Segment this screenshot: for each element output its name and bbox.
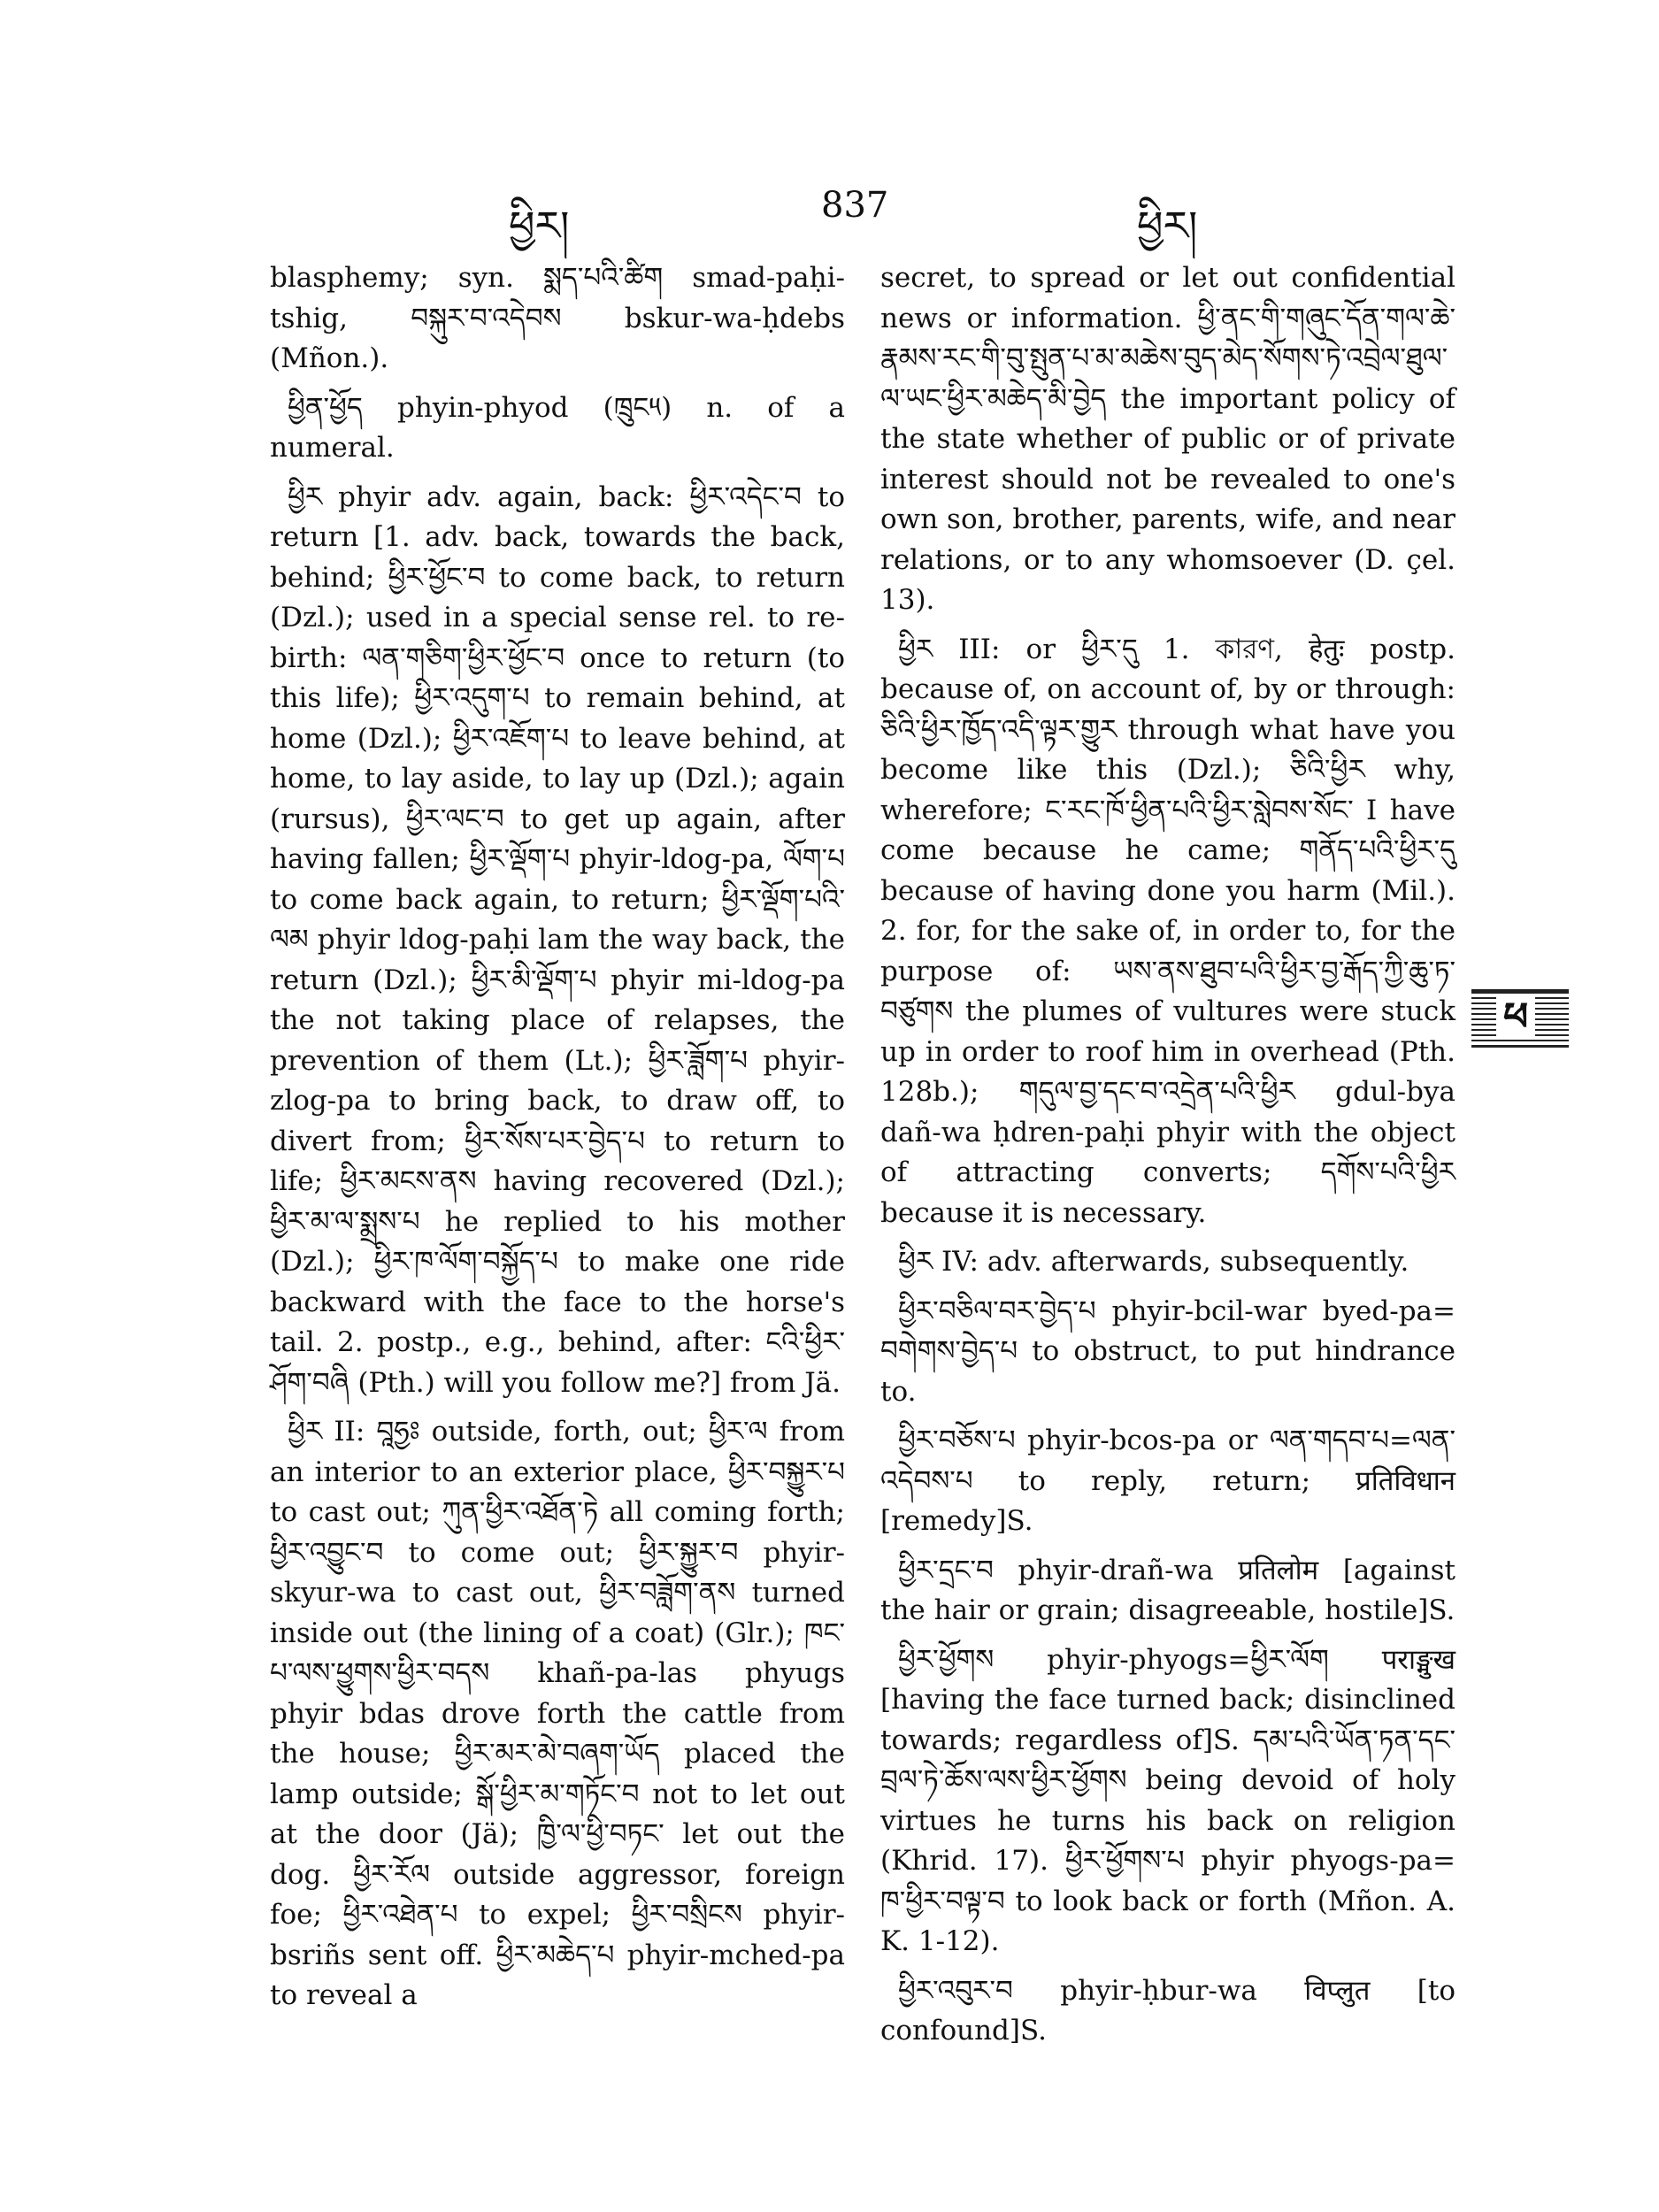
thumb-index-tab [1471,989,1569,1048]
right-running-headword: ཕྱིར། [1137,202,1198,250]
right-entry-7: ཕྱིར་ཕྱོགས phyir-phyogs=ཕྱིར་ལོག पराङ्मुख [having the face turned back; disinclined towards; regardless of]S. དམ་པའི་ཡོན་ཏན་དང་བྲལ་ཏེ་ཆོས་ལས་ཕྱིར་ཕྱོགས being devoid of holy virtues he turns his back on religion (Khrid. 17). ཕྱིར་ཕྱོགས་པ phyir phyogs-pa= ཁ་ཕྱིར་བལྟ་བ to look back or forth (Mñon. A. K. 1-12). [880,1643,1455,1957]
right-entry-5: ཕྱིར་བཅོས་པ phyir-bcos-pa or ལན་གདབ་པ=ལན་འདེབས་པ to reply, return; प्रतिविधान [remedy]S. [880,1425,1455,1537]
left-column [270,258,845,2025]
left-entry-1: blasphemy; syn. སྨད་པའི་ཚིག smad-paḥi-tshig, བསྐུར་བ་འདེབས bskur-wa-ḥdebs (Mñon.). [270,262,845,374]
page-number: 837 [821,185,889,226]
left-entry-2: ཕྱིན་ཕྱོད phyin-phyod (ཁྲུང༥) n. of a numeral. [270,391,845,464]
right-entry-1: secret, to spread or let out confidential news or information. ཕྱི་ནང་གི་གཞུང་དོན་གལ་ཆེ་རྣམས་རང་གི་བུ་སྤུན་པ་མ་མཆེས་བུད་མེད་སོགས་ཏེ་འབྲེལ་ཐུལ་ལ་ཡང་ཕྱིར་མཆེད་མི་བྱེད the important policy of the state whether of public or of private interest should not be revealed to one's own son, brother, parents, wife, and near relations, or to any whomsoever (D. çel. 13). [880,262,1455,616]
right-entry-6: ཕྱིར་དྲང་བ phyir-drañ-wa प्रतिलोम [against the hair or grain; disagreeable, hostile]S. [880,1554,1455,1626]
right-entry-3: ཕྱིར IV: adv. afterwards, subsequently. [898,1246,1409,1278]
right-column [880,258,1455,2061]
thumb-index-letter: ཕ [1496,995,1535,1040]
right-entry-4: ཕྱིར་བཅིལ་བར་བྱེད་པ phyir-bcil-war byed-pa= བགེགས་བྱེད་པ to obstruct, to put hindrance to. [880,1294,1455,1408]
left-entry-4: ཕྱིར II: བཱཧྱཿ outside, forth, out; ཕྱིར་ལ from an interior to an exterior place, ཕྱིར་བསྐྱུར་པ to cast out; ཀུན་ཕྱིར་འཐོན་ཏེ all coming forth; ཕྱིར་འབྱུང་བ to come out; ཕྱིར་སྐྱུར་བ phyir-skyur-wa to cast out, ཕྱིར་བཟློག་ནས turned inside out (the lining of a coat) (Glr.); ཁང་པ་ལས་ཕྱུགས་ཕྱིར་བདས khañ-pa-las phyugs phyir bdas drove forth the cattle from the house; ཕྱིར་མར་མེ་བཞག་ཡོད placed the lamp outside; སྒོ་ཕྱིར་མ་གཏོང་བ not to let out at the door (Jä); ཁྱི་ལ་ཕྱི་བཏང་ let out the dog. ཕྱིར་རོལ outside aggressor, foreign foe; ཕྱིར་འཐེན་པ to expel; ཕྱིར་བསྲིངས phyir-bsriñs sent off. ཕྱིར་མཆེད་པ phyir-mched-pa to reveal a [270,1416,845,2011]
page-header [0,181,1659,250]
left-running-headword: ཕྱིར། [509,202,570,250]
right-entry-2: ཕྱིར III: or ཕྱིར་དུ 1. কারণ, हेतुः postp. because of, on account of, by or through: ཅིའི་ཕྱིར་ཁྱོད་འདི་ལྟར་གྱུར through what have you become like this (Dzl.); ཅིའི་ཕྱིར why, wherefore; ང་རང་ཁོ་ཕྱིན་པའི་ཕྱིར་སླེབས་སོང་ I have come because he came; གནོད་པའི་ཕྱིར་དུ because of having done you harm (Mil.). 2. for, for the sake of, in order to, for the purpose of: ཡས་ནས་ཐུབ་པའི་ཕྱིར་བྱ་རྒོད་ཀྱི་ཆུ་ཏ་བཙུགས the plumes of vultures were stuck up in order to roof him in overhead (Pth. 128b.); གདུལ་བྱ་དང་བ་འདྲེན་པའི་ཕྱིར gdul-bya dañ-wa ḥdren-paḥi phyir with the object of attracting converts; དགོས་པའི་ཕྱིར because it is necessary. [880,633,1455,1229]
right-entry-8: ཕྱིར་འབུར་བ phyir-ḥbur-wa विप्लुत [to confound]S. [880,1974,1455,2047]
left-entry-3: ཕྱིར phyir adv. again, back: ཕྱིར་འདེང་བ to return [1. adv. back, towards the back, behind; ཕྱིར་ཕྱོང་བ to come back, to return (Dzl.); used in a special sense rel. to re-birth: ལན་གཅིག་ཕྱིར་ཕྱོང་བ once to return (to this life); ཕྱིར་འདུག་པ to remain behind, at home (Dzl.); ཕྱིར་འཇོག་པ to leave behind, at home, to lay aside, to lay up (Dzl.); again (rursus), ཕྱིར་ལང་བ to get up again, after having fallen; ཕྱིར་ལྡོག་པ phyir-ldog-pa, ལོག་པ to come back again, to return; ཕྱིར་ལྡོག་པའི་ལམ phyir ldog-paḥi lam the way back, the return (Dzl.); ཕྱིར་མི་ལྡོག་པ phyir mi-ldog-pa the not taking place of relapses, the prevention of them (Lt.); ཕྱིར་ཟློག་པ phyir-zlog-pa to bring back, to draw off, to divert from; ཕྱིར་སོས་པར་བྱེད་པ to return to life; ཕྱིར་མངས་ནས having recovered (Dzl.); ཕྱིར་མ་ལ་སྨྲས་པ he replied to his mother (Dzl.); ཕྱིར་ཁ་ལོག་བསྐྱོད་པ to make one ride backward with the face to the horse's tail. 2. postp., e.g., behind, after: ངའི་ཕྱིར་ཤོག་བཞི (Pth.) will you follow me?] from Jä. [270,480,845,1399]
